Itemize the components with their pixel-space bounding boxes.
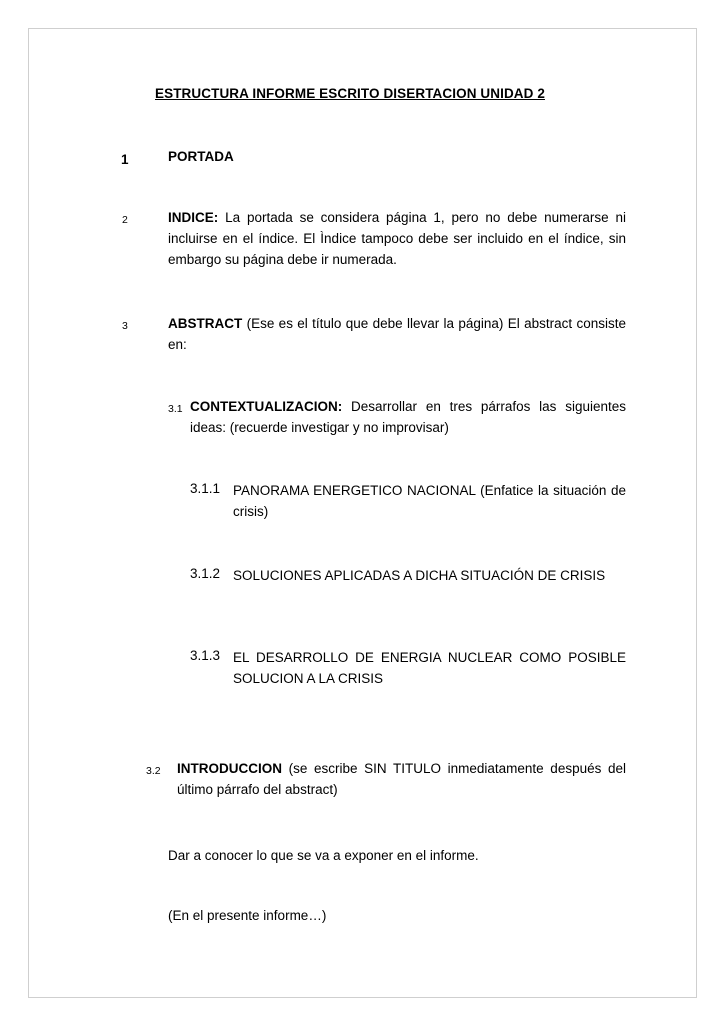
section-3-heading: ABSTRACT [168,316,243,331]
section-2-number: 2 [122,214,128,226]
section-3-1-paragraph [190,396,626,438]
document-title: ESTRUCTURA INFORME ESCRITO DISERTACION UNIDAD 2 [155,86,545,101]
section-3-2-paragraph [177,758,626,800]
section-1-number: 1 [121,152,129,167]
paragraph-purpose: Dar a conocer lo que se va a exponer en el informe. [168,848,479,863]
section-3-1-3-text: EL DESARROLLO DE ENERGIA NUCLEAR COMO POSIBLE SOLUCION A LA CRISIS [233,650,626,686]
section-3-1-3-number: 3.1.3 [190,648,221,663]
section-3-2-heading: INTRODUCCION [177,761,282,776]
section-3-2-text: (se escribe SIN TITULO inmediatamente después del último párrafo del abstract) [177,761,626,797]
section-3-number: 3 [122,320,128,332]
section-1-heading: PORTADA [168,149,234,164]
section-3-1-number: 3.1 [168,403,183,415]
section-3-paragraph [168,313,626,355]
section-3-1-text: Desarrollar en tres párrafos las siguientes ideas: (recuerde investigar y no improvisar) [190,399,626,435]
section-3-1-1-number: 3.1.1 [190,481,221,496]
section-3-text: (Ese es el título que debe llevar la página) El abstract consiste en: [168,316,626,352]
section-3-1-2-number: 3.1.2 [190,566,221,581]
section-2-text: La portada se considera página 1, pero no debe numerarse ni incluirse en el índice. El Ìndice tampoco debe ser incluido en el índice, sin embargo su página debe ir numerada. [168,210,626,267]
section-3-1-2-text: SOLUCIONES APLICADAS A DICHA SITUACIÓN DE CRISIS [233,568,606,583]
section-3-1-1-text: PANORAMA ENERGETICO NACIONAL (Enfatice la situación de crisis) [233,483,626,519]
section-2-heading: INDICE: [168,210,219,225]
section-2-paragraph [168,207,626,270]
section-3-1-heading: CONTEXTUALIZACION: [190,399,343,414]
section-3-2-number: 3.2 [146,765,161,777]
paragraph-example-opening: (En el presente informe…) [168,908,327,923]
